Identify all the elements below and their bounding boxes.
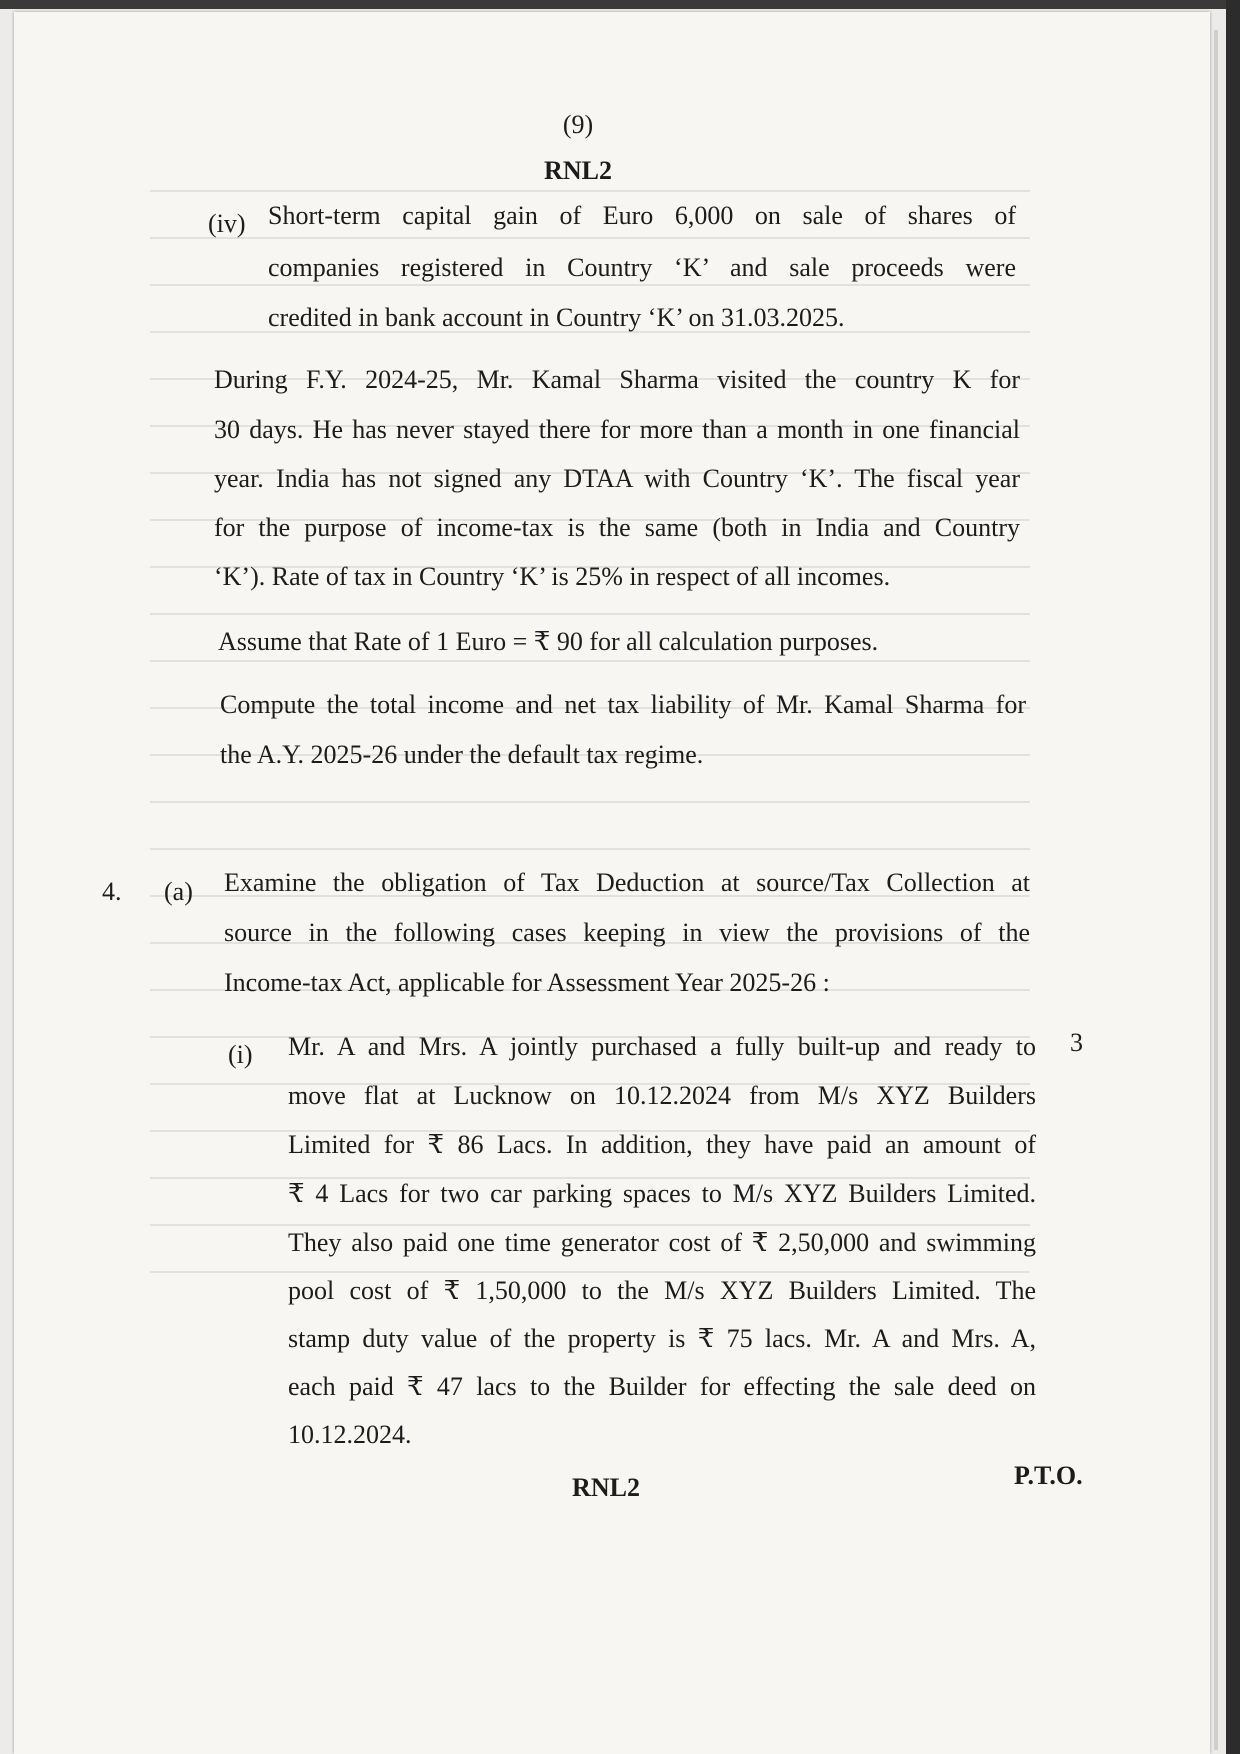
item-i-line-6: pool cost of ₹ 1,50,000 to the M/s XYZ Builders Limited. The bbox=[288, 1276, 1036, 1305]
item-i-label: (i) bbox=[228, 1040, 253, 1069]
item-i-line-5: They also paid one time generator cost of ₹ 2,50,000 and swimming bbox=[288, 1228, 1036, 1257]
item-i-line-3: Limited for ₹ 86 Lacs. In addition, they have paid an amount of bbox=[288, 1130, 1036, 1159]
item-i-line-4: ₹ 4 Lacs for two car parking spaces to M/s XYZ Builders Limited. bbox=[288, 1179, 1036, 1208]
item-i-line-9: 10.12.2024. bbox=[288, 1420, 412, 1449]
para-visit-line-4: for the purpose of income-tax is the same (both in India and Country bbox=[214, 513, 1020, 542]
item-i-line-2: move flat at Lucknow on 10.12.2024 from M/s XYZ Builders bbox=[288, 1081, 1036, 1110]
marks-3: 3 bbox=[1070, 1028, 1083, 1057]
item-iv-line-2: companies registered in Country ‘K’ and sale proceeds were bbox=[268, 253, 1016, 282]
q4a-line-2: source in the following cases keeping in view the provisions of the bbox=[224, 918, 1030, 947]
q4a-line-1: Examine the obligation of Tax Deduction at source/Tax Collection at bbox=[224, 868, 1030, 897]
item-i-line-8: each paid ₹ 47 lacs to the Builder for effecting the sale deed on bbox=[288, 1372, 1036, 1401]
para-visit-line-2: 30 days. He has never stayed there for more than a month in one financial bbox=[214, 415, 1020, 444]
compute-line-2: the A.Y. 2025-26 under the default tax regime. bbox=[220, 740, 704, 769]
assumption-line: Assume that Rate of 1 Euro = ₹ 90 for all calculation purposes. bbox=[218, 627, 879, 656]
para-visit-line-1: During F.Y. 2024-25, Mr. Kamal Sharma visited the country K for bbox=[214, 365, 1020, 394]
item-i-line-1: Mr. A and Mrs. A jointly purchased a fully built-up and ready to bbox=[288, 1032, 1036, 1061]
paper-code-header: RNL2 bbox=[544, 156, 612, 185]
scan-top-border bbox=[0, 0, 1240, 9]
item-iv-line-1: Short-term capital gain of Euro 6,000 on sale of shares of bbox=[268, 201, 1016, 230]
compute-line-1: Compute the total income and net tax liability of Mr. Kamal Sharma for bbox=[220, 690, 1026, 719]
paper-code-footer: RNL2 bbox=[572, 1473, 640, 1502]
scan-right-border bbox=[1226, 0, 1240, 1754]
pto-label: P.T.O. bbox=[1014, 1461, 1083, 1490]
para-visit-line-3: year. India has not signed any DTAA with Country ‘K’. The fiscal year bbox=[214, 464, 1020, 493]
page-edge-shadow bbox=[1214, 30, 1218, 1750]
page-number: (9) bbox=[562, 110, 594, 139]
item-i-line-7: stamp duty value of the property is ₹ 75 lacs. Mr. A and Mrs. A, bbox=[288, 1324, 1036, 1353]
item-iv-label: (iv) bbox=[208, 209, 246, 238]
q4a-line-3: Income-tax Act, applicable for Assessment Year 2025-26 : bbox=[224, 968, 830, 997]
question-4-number: 4. bbox=[102, 877, 122, 906]
para-visit-line-5: ‘K’). Rate of tax in Country ‘K’ is 25% in respect of all incomes. bbox=[214, 562, 891, 591]
question-4a-label: (a) bbox=[164, 877, 193, 906]
item-iv-line-3: credited in bank account in Country ‘K’ on 31.03.2025. bbox=[268, 303, 845, 332]
